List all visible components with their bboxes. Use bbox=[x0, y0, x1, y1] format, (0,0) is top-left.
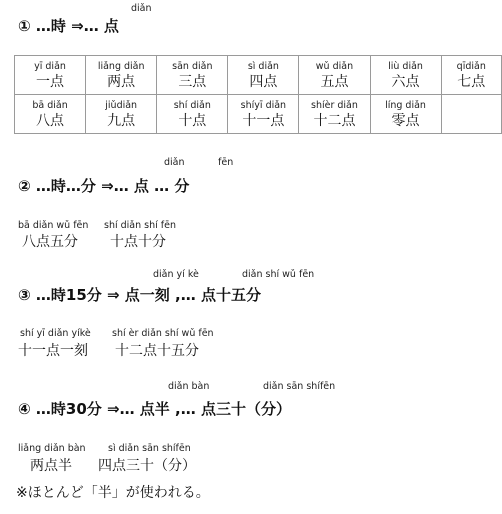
table-cell bbox=[441, 95, 501, 134]
table-cell: yī diǎn 一点 bbox=[15, 56, 86, 95]
section2-heading: ② …時…分 ⇒… 点 … 分 bbox=[18, 177, 190, 195]
table-cell: líng diǎn 零点 bbox=[370, 95, 441, 134]
table-cell: wǔ diǎn 五点 bbox=[299, 56, 370, 95]
section2-example2-pinyin: shí diǎn shí fēn bbox=[104, 220, 177, 231]
section3-example1: 十一点一刻 bbox=[18, 343, 88, 359]
time-table bbox=[14, 55, 502, 134]
section2-example1-pinyin: bā diǎn wǔ fēn bbox=[18, 220, 89, 231]
table-cell: liǎng diǎn 两点 bbox=[86, 56, 157, 95]
section2-pinyin-fen: fēn bbox=[218, 157, 234, 168]
table-cell: shí diǎn 十点 bbox=[157, 95, 228, 134]
table-cell: jiǔdiǎn 九点 bbox=[86, 95, 157, 134]
section3-pinyin-a: diǎn yí kè bbox=[153, 269, 199, 280]
section4-example2: 四点三十（分） bbox=[98, 458, 196, 474]
section3-heading: ③ …時15分 ⇒ 点一刻 ,… 点十五分 bbox=[18, 286, 261, 304]
section3-example2: 十二点十五分 bbox=[115, 343, 199, 359]
usage-note: ※ほとんど「半」が使われる。 bbox=[16, 485, 210, 501]
table-row bbox=[15, 95, 502, 134]
section2-pinyin-dian: diǎn bbox=[164, 157, 185, 168]
table-cell: liù diǎn 六点 bbox=[370, 56, 441, 95]
section4-pinyin-b: diǎn sān shífēn bbox=[263, 381, 336, 392]
section3-pinyin-b: diǎn shí wǔ fēn bbox=[242, 269, 315, 280]
section4-example1-pinyin: liǎng diǎn bàn bbox=[18, 443, 86, 454]
table-cell: sì diǎn 四点 bbox=[228, 56, 299, 95]
table-cell: sān diǎn 三点 bbox=[157, 56, 228, 95]
section4-example2-pinyin: sì diǎn sān shífēn bbox=[108, 443, 191, 454]
table-row bbox=[15, 56, 502, 95]
section2-example2: 十点十分 bbox=[110, 234, 166, 250]
section3-example1-pinyin: shí yī diǎn yíkè bbox=[20, 328, 91, 339]
section3-example2-pinyin: shí èr diǎn shí wǔ fēn bbox=[112, 328, 214, 339]
table-cell: qīdiǎn 七点 bbox=[441, 56, 501, 95]
table-cell: shíèr diǎn 十二点 bbox=[299, 95, 370, 134]
table-cell: shíyī diǎn 十一点 bbox=[228, 95, 299, 134]
section4-pinyin-a: diǎn bàn bbox=[168, 381, 210, 392]
section1-pinyin: diǎn bbox=[131, 3, 152, 14]
section4-heading: ④ …時30分 ⇒… 点半 ,… 点三十（分） bbox=[18, 400, 291, 418]
section4-example1: 两点半 bbox=[30, 458, 72, 474]
table-cell: bā diǎn 八点 bbox=[15, 95, 86, 134]
section2-example1: 八点五分 bbox=[22, 234, 78, 250]
section1-heading: ① …時 ⇒… 点 bbox=[18, 17, 119, 35]
